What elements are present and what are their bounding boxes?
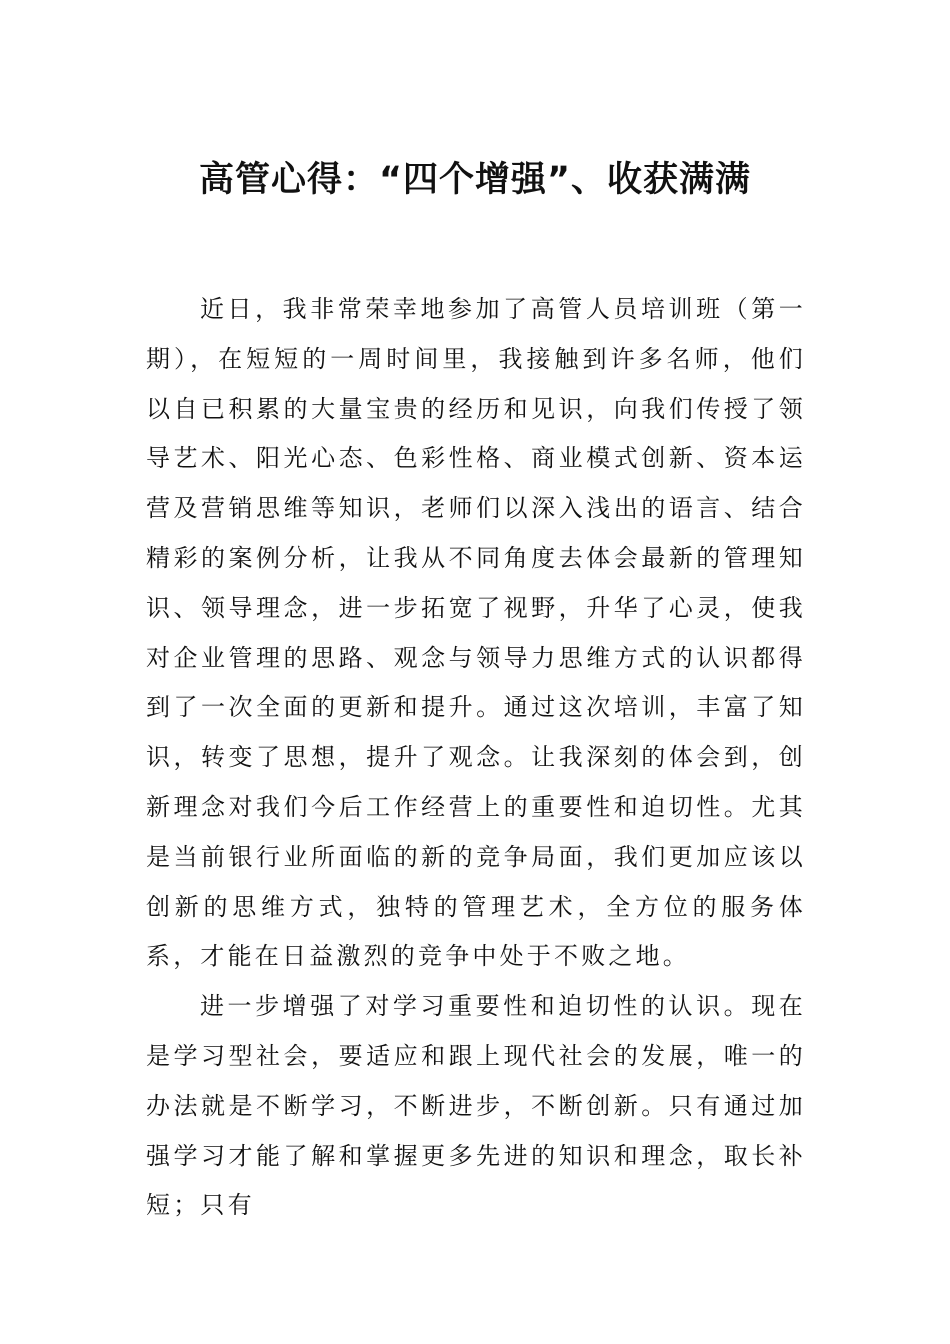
body-paragraph: 进一步增强了对学习重要性和迫切性的认识。现在是学习型社会，要适应和跟上现代社会的发展，唯一的办法就是不断学习，不断进步，不断创新。只有通过加强学习才能了解和掌握更多先进的知识和理念，取长补短；只有 [146,992,806,1220]
body-paragraph: 近日，我非常荣幸地参加了高管人员培训班（第一期），在短短的一周时间里，我接触到许多名师，他们以自已积累的大量宝贵的经历和见识，向我们传授了领导艺术、阳光心态、色彩性格、商业模式创新、资本运营及营销思维等知识，老师们以深入浅出的语言、结合精彩的案例分析，让我从不同角度去体会最新的管理知识、领导理念，进一步拓宽了视野，升华了心灵，使我对企业管理的思路、观念与领导力思维方式的认识都得到了一次全面的更新和提升。通过这次培训，丰富了知识，转变了思想，提升了观念。让我深刻的体会到，创新理念对我们今后工作经营上的重要性和迫切性。尤其是当前银行业所面临的新的竞争局面，我们更加应该以创新的思维方式，独特的管理艺术，全方位的服务体系，才能在日益激烈的竞争中处于不败之地。 [146,295,806,971]
document-title: 高管心得：“四个增强”、收获满满 [198,160,751,200]
document-body [146,285,806,1231]
